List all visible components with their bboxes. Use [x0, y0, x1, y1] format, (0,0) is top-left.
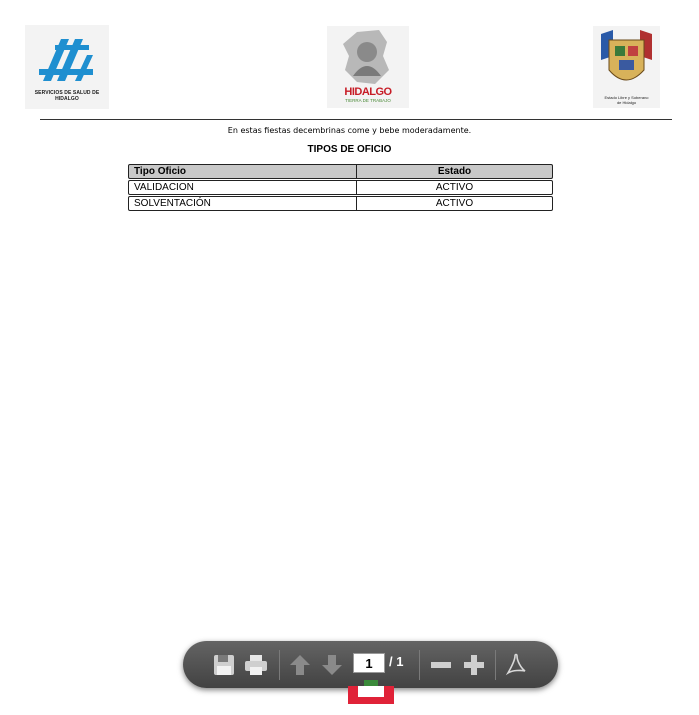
cell-tipo-oficio: SOLVENTACIÓN	[128, 196, 357, 211]
column-header-estado: Estado	[357, 164, 553, 179]
table-header-row	[128, 164, 553, 179]
ssh-logo-caption: SERVICIOS DE SALUD DE HIDALGO	[34, 90, 100, 102]
floating-marker-inner	[358, 686, 384, 697]
page-total-count: 1	[396, 654, 404, 669]
hidalgo-state-icon	[327, 26, 409, 88]
state-shield-logo	[593, 26, 660, 108]
slogan-text: En estas fiestas decembrinas come y bebe moderadamente.	[227, 126, 472, 135]
zoom-out-icon	[428, 652, 454, 678]
state-shield-caption-line1: Estado Libre y Soberano	[604, 95, 649, 100]
table-row	[128, 180, 553, 195]
state-shield-caption	[593, 95, 660, 105]
page-separator: /	[389, 654, 393, 669]
zoom-in-button[interactable]	[461, 652, 487, 678]
ssh-logo	[25, 25, 109, 109]
column-header-tipo-oficio: Tipo Oficio	[128, 164, 357, 179]
cell-tipo-oficio: VALIDACION	[128, 180, 357, 195]
state-shield-caption-line2: de Hidalgo	[616, 100, 637, 105]
toolbar-separator	[495, 650, 496, 680]
toolbar-separator	[419, 650, 420, 680]
header-divider	[40, 119, 672, 120]
table-row	[128, 196, 553, 211]
hidalgo-logo-subcaption: TIERRA DE TRABAJO	[345, 98, 391, 103]
arrow-up-icon	[287, 652, 313, 678]
zoom-out-button[interactable]	[428, 652, 454, 678]
print-button[interactable]	[243, 652, 269, 678]
arrow-down-icon	[319, 652, 345, 678]
hidalgo-logo	[327, 26, 409, 108]
toolbar-separator	[279, 650, 280, 680]
acrobat-icon	[503, 652, 529, 678]
zoom-in-icon	[461, 652, 487, 678]
tipos-oficio-table	[128, 163, 553, 212]
save-icon	[211, 652, 237, 678]
save-button[interactable]	[211, 652, 237, 678]
hidalgo-logo-caption: HIDALGO	[344, 86, 392, 98]
coat-of-arms-icon	[593, 26, 660, 92]
cell-estado: ACTIVO	[357, 180, 553, 195]
floating-marker	[348, 686, 394, 704]
page-number-input[interactable]	[353, 653, 385, 673]
cell-estado: ACTIVO	[357, 196, 553, 211]
next-page-button[interactable]	[319, 652, 345, 678]
open-in-acrobat-button[interactable]	[503, 652, 529, 678]
table-title: TIPOS DE OFICIO	[307, 144, 392, 155]
ssh-emblem-icon	[25, 25, 109, 91]
print-icon	[243, 652, 269, 678]
page-total-label	[389, 654, 403, 669]
previous-page-button[interactable]	[287, 652, 313, 678]
